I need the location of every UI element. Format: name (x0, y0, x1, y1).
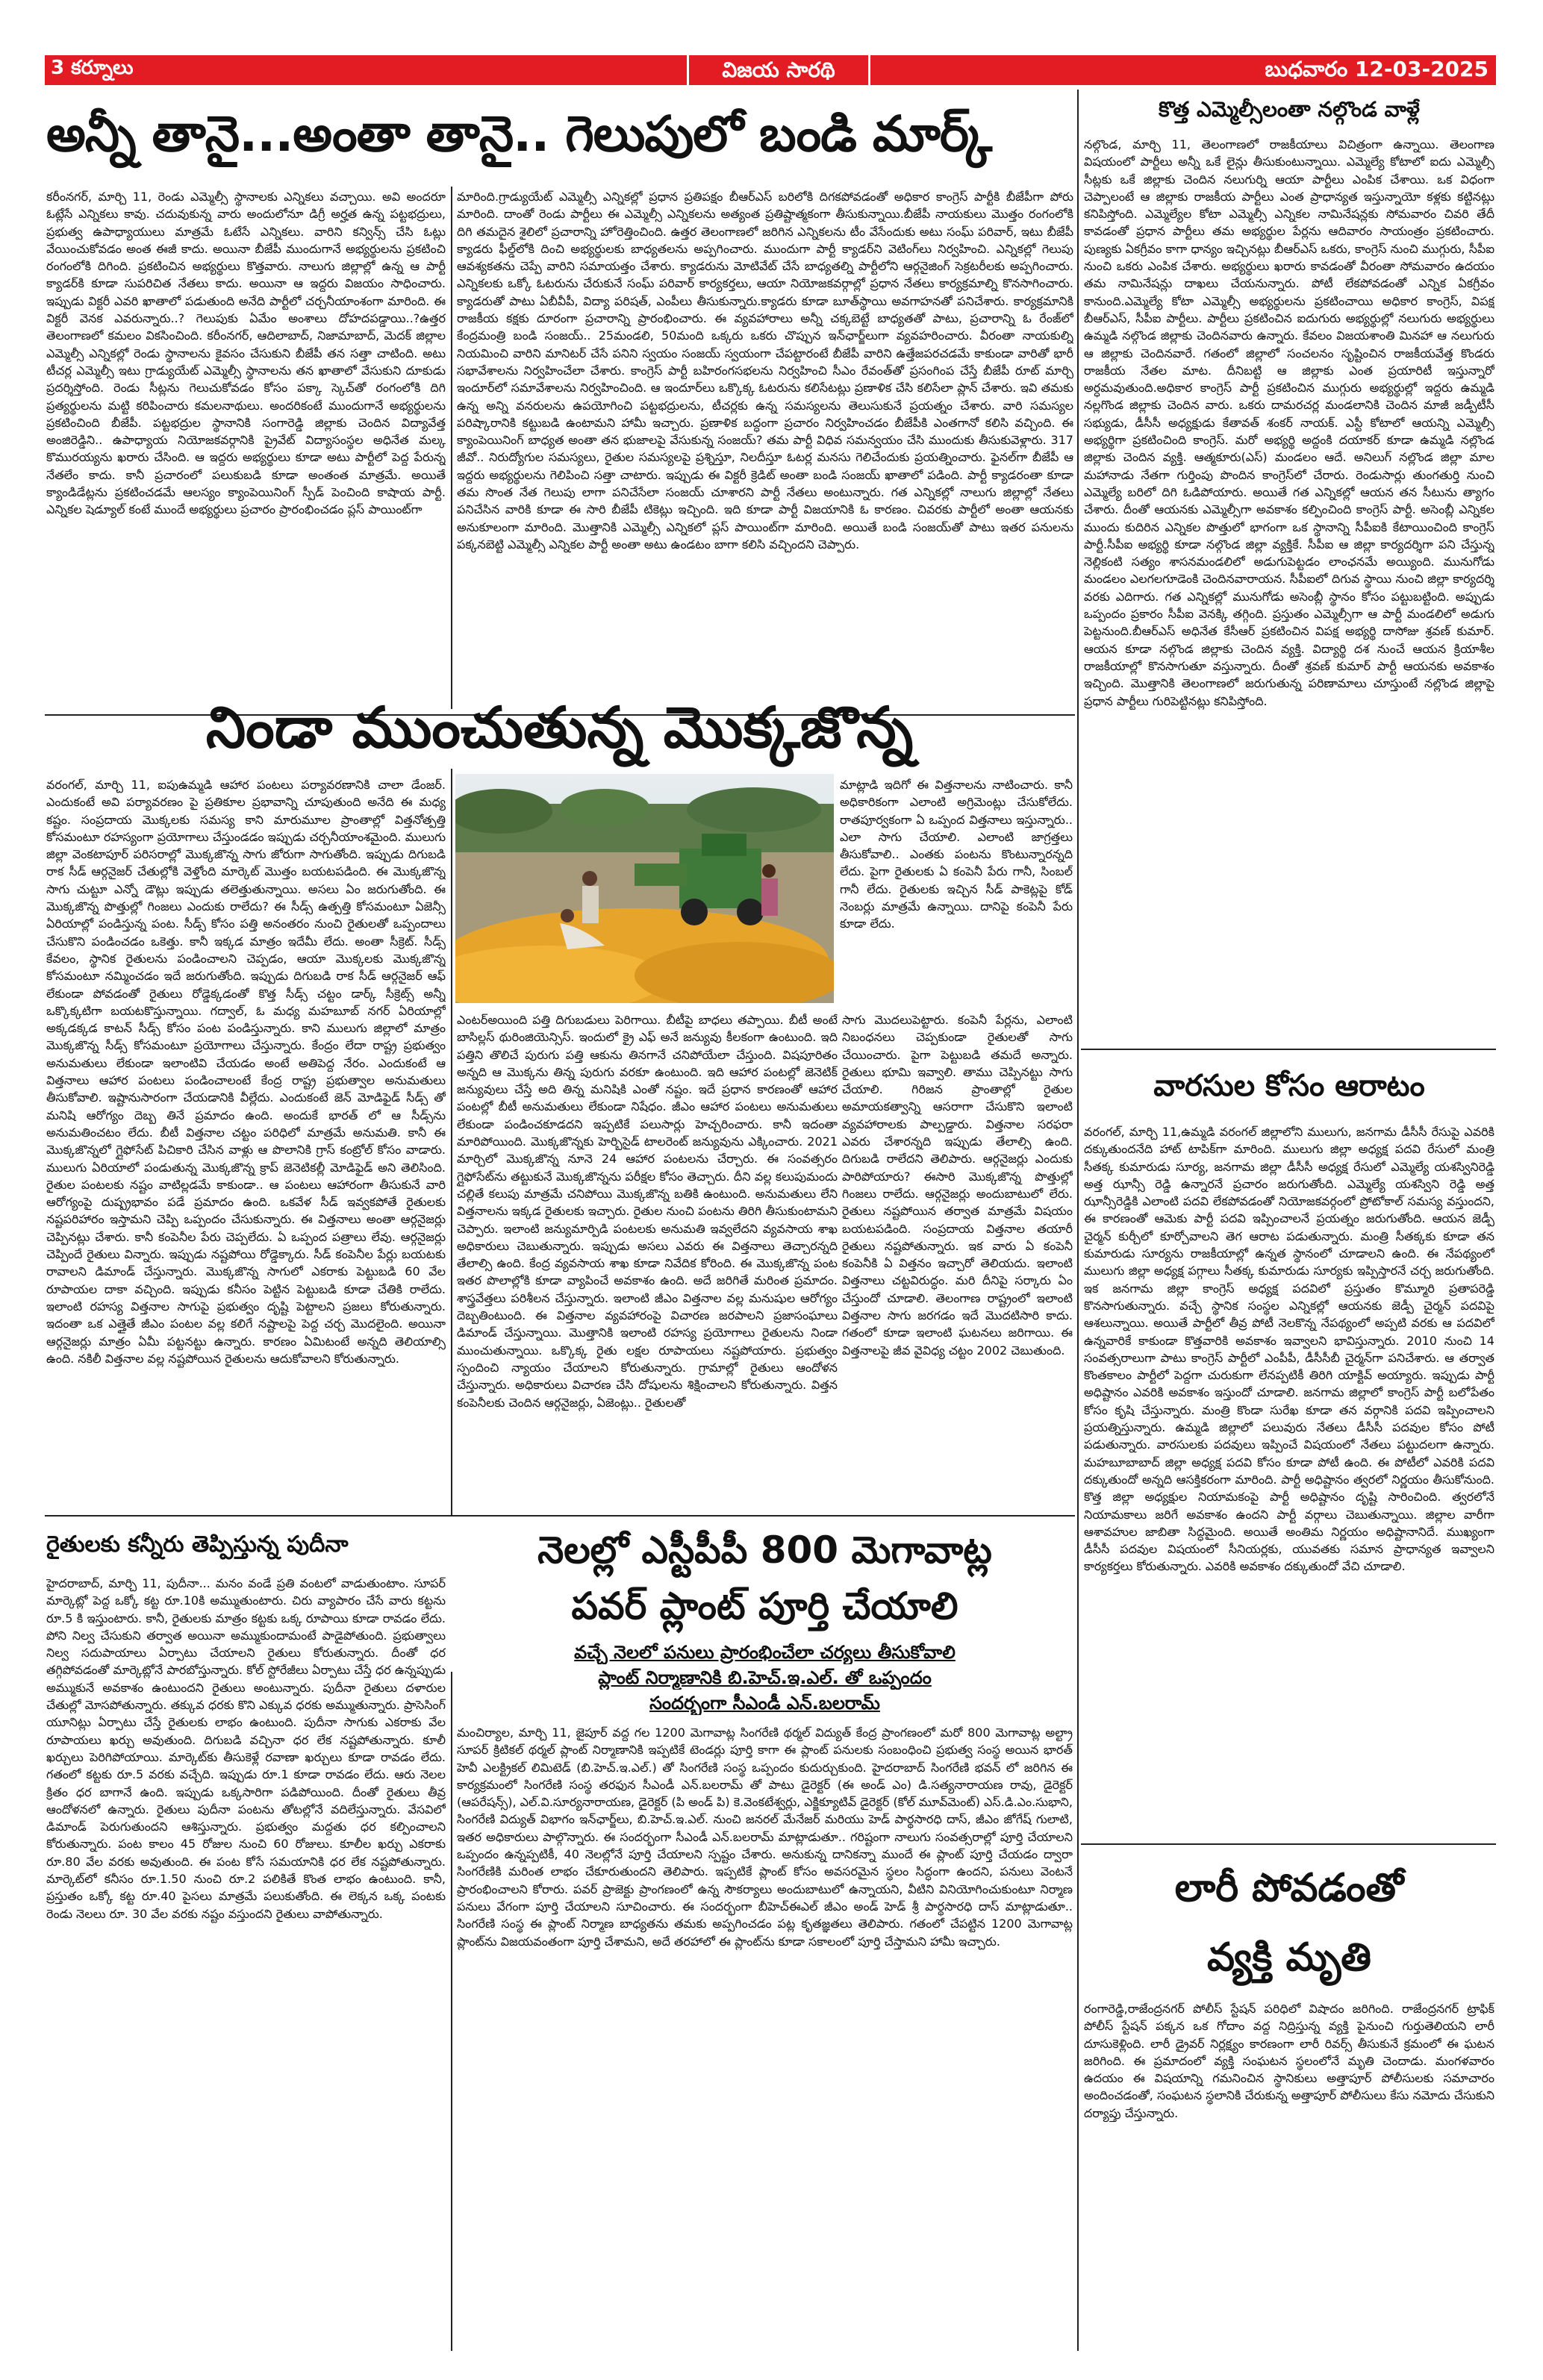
page-header-bar (45, 55, 1496, 85)
stpp-headline-line1: నెలల్లో ఎస్టీపీపీ 800 మెగావాట్ల (537, 1528, 992, 1572)
mokka-body-col3: ఎంటర్‌అయింది పత్తి దిగుబడులు పెరిగాయి. బీటీపై బాధలు తప్పాయి. బీటీ అంటే బాసిల్లస్ థురింజియెన్సిస్. ఇందులో క్రై ఎఫ్ అనే జన్యువు కీలకంగా ఉంటుంది. ఇది పత్తిని తొలిచే పురుగు పత్తి ఆకును తినగానే చనిపోయేలా చేస్తుంది. విషపూరితం అన్నది ఆ మొక్కను తిన్న పురుగు వరకూ ఉంటుంది. ఇది ఆహార పంటల్లో జెనెటిక్ జన్యువులు చేస్తే అది తిన్న మనిషికి ఎంతో నష్టం. ఇదే ప్రధాన కారణంతో ఆహార పంటల్లో బీటీ అనుమతులు లేకుండా నిషేధం. జీఎం ఆహార పంటలు అనుమతులు లేకుండా పండించకూడదని ఇప్పటికే పలుసార్లు హెచ్చరించారు. కానీ ఇదంతా మారిపోయింది. మొక్కజొన్నకు హెర్బిసైడ్ టాలరెంట్ జన్యువును ఎక్కించారు. 2021 మార్చిలో మొక్కజొన్న నూనె 24 ఆహార పంటలను చేర్చారు. ఈ సంవత్సరం గ్లైఫోసేట్‌ను తట్టుకునే మొక్కజొన్నను పరీక్షల కోసం తెచ్చారు. దీని వల్ల కలుపుమందు చల్లితే కలుపు మాత్రమే చనిపోయి మొక్కజొన్న బతికి ఉంటుంది. అనుమతులు లేని విత్తనాలను ఇక్కడ రైతులకు ఇచ్చారు. రైతుల నుంచి పంటను తిరిగి తీసుకుంటామని చెప్పారు. ఇలాంటి జన్యుమార్పిడి పంటలకు అనుమతి ఇవ్వలేదని వ్యవసాయ శాఖ అధికారులు చెబుతున్నారు. ఇప్పుడు అసలు ఎవరు ఈ విత్తనాలు తెచ్చారన్నది తేలాల్సి ఉంది. కేంద్ర వ్యవసాయ శాఖ కూడా నివేదిక కోరింది. ఈ మొక్కజొన్న పంట ఇతర పొలాల్లోకి కూడా వ్యాపించే అవకాశం ఉంది. అదే జరిగితే మరింత ప్రమాదం. శాస్త్రవేత్తలు పరిశీలన చేస్తున్నారు. ఇలాంటి జీఎం విత్తనాల వల్ల మనుషుల ఆరోగ్యం దెబ్బతింటుంది. ఈ విత్తనాల వ్యవహారంపై విచారణ జరపాలని ప్రజాసంఘాలు డిమాండ్ చేస్తున్నాయి. మొత్తానికి ఇలాంటి రహస్య ప్రయోగాలు రైతులను నిండా ముంచుతున్నాయి. ఒక్కొక్క రైతు లక్షల రూపాయలు నష్టపోయారు. ప్రభుత్వం స్పందించి న్యాయం చేయాలని కోరుతున్నారు. గ్రామాల్లో రైతులు ఆందోళన చేస్తున్నారు. అధికారులు విచారణ చేసి దోషులను శిక్షించాలని కోరుతున్నారు. విత్తన కంపెనీలకు చెందిన ఆర్గనైజర్లు, ఏజెంట్లు.. రైతులతో (457, 1013, 838, 1410)
pudina-body: హైదరాబాద్, మార్చి 11, పుదీనా... మనం వండే ప్రతి వంటలో వాడుతుంటాం. సూపర్ మార్కెట్లో పెద్ద ఒక్కో కట్ట రూ.10కి అమ్ముతుంటారు. చిరు వ్యాపారం చేసే వారు కట్టను రూ.5 కి ఇస్తుంటారు. కానీ, రైతులకు మాత్రం కట్టకు ఒక్క రూపాయి కూడా రావడం లేదు. పోని నిల్వ చేసుకుని తర్వాత అయినా అమ్ముకుందామంటే పాడైపోతుంది. ప్రభుత్వాలు నిల్వ సదుపాయాలు ఏర్పాటు చేయాలని రైతులు కోరుతున్నారు. దీంతో ధర తగ్గిపోవడంతో మార్కెట్లోనే పారబోస్తున్నారు. కోల్ స్టోరేజీలు ఏర్పాటు చేస్తే ధర ఉన్నప్పుడు అమ్ముకునే అవకాశం ఉంటుందని రైతులు అంటున్నారు. పుదీనా రైతులు దళారుల చేతుల్లో మోసపోతున్నారు. తక్కువ ధరకు కొని ఎక్కువ ధరకు అమ్ముతున్నారు. ప్రాసెసింగ్ యూనిట్లు ఏర్పాటు చేస్తే రైతులకు లాభం ఉంటుంది. పుదీనా సాగుకు ఎకరాకు వేల రూపాయలు ఖర్చు అవుతుంది. దిగుబడి వచ్చినా ధర లేక నష్టపోతున్నారు. కూలీ ఖర్చులు పెరిగిపోయాయి. మార్కెట్‌కు తీసుకెళ్లే రవాణా ఖర్చులు కూడా రావడం లేదు. గతంలో కట్టకు రూ.5 వరకు వచ్చేది. ఇప్పుడు రూ.1 కూడా రావడం లేదు. ఆరు నెలల క్రితం ధర బాగానే ఉంది. ఇప్పుడు ఒక్కసారిగా పడిపోయింది. దీంతో రైతులు తీవ్ర ఆందోళనలో ఉన్నారు. రైతులు పుదీనా పంటను తోటల్లోనే వదిలేస్తున్నారు. వేసవిలో డిమాండ్ పెరుగుతుందని ఆశిస్తున్నారు. ప్రభుత్వం మద్దతు ధర కల్పించాలని కోరుతున్నారు. పంట కాలం 45 రోజుల నుంచి 60 రోజులు. కూలీల ఖర్చు ఎకరాకు రూ.80 వేల వరకు అవుతుంది. ఈ పంట కోసే సమయానికి ధర లేక నష్టపోతున్నారు. మార్కెట్‌లో కనీసం రూ.1.50 నుంచి రూ.2 పలికితే కొంత లాభం ఉంటుంది. కానీ, ప్రస్తుతం ఒక్కో కట్ట రూ.40 పైసలు మాత్రమే పలుకుతోంది. ఈ లెక్కన ఒక్క పంటకు రెండు నెలలు రూ. 30 వేల వరకు నష్టం వస్తుందని రైతులు వాపోతున్నారు. (46, 1576, 446, 1921)
divider-main-right (1077, 90, 1079, 2351)
mlcs-body: నల్గొండ, మార్చి 11, తెలంగాణలో రాజకీయాలు విచిత్రంగా ఉన్నాయి. తెలంగాణ విషయంలో పార్టీలు అన్నీ ఒకే లైన్లు తీసుకుంటున్నాయి. ఎమ్మెల్యే కోటాలో ఐదు ఎమ్మెల్సీ సీట్లకు ఒకే జిల్లాకు చెందిన నలుగుర్ని ఆయా పార్టీలు ఎంపిక చేశాయి. ఒక విధంగా చెప్పాలంటే ఆ జిల్లాకు రాజకీయ పార్టీలు ఎంత ప్రాధాన్యత ఇస్తున్నాయో కళ్లకు కట్టినట్లు కనిపిస్తోంది. ఎమ్మెల్యేల కోటా ఎమ్మెల్సీ ఎన్నికల నామినేషన్లకు సోమవారం చివరి తేదీ కావడంతో ప్రధాన పార్టీలు తమ అభ్యర్థుల పేర్లను ఆదివారం సాయంత్రం ప్రకటించారు. పుణ్యకు ఏకగ్రీవం కాగా ధాన్యం ఇచ్చినట్లు బీఆర్ఎస్ ఒకరు, కాంగ్రెస్ నుంచి ముగ్గురు, సీపీఐ నుంచి ఒకరు ఎంపిక చేశారు. అభ్యర్థులు ఖరారు కావడంతో వీరంతా సోమవారం ఉదయం తమ నామినేషన్లు దాఖలు చేయనున్నారు. పోటీ లేకపోవడంతో ఎన్నిక ఏకగ్రీవం కానుంది.ఎమ్మెల్యే కోటా ఎమ్మెల్సీ అభ్యర్థులను ప్రకటించాయి అధికార కాంగ్రెస్, విపక్ష బీఆర్ఎస్, సీపీఐ పార్టీలు. పార్టీలు ప్రకటించిన ఐదుగురు అభ్యర్థుల్లో నలుగురు అభ్యర్థులు ఉమ్మడి నల్గొండ జిల్లాకు చెందినవారు ఉన్నారు. కేవలం విజయశాంతి మినహా ఆ నలుగురు ఆ జిల్లాకు చెందినవారే. గతంలో జిల్లాలో సంచలనం సృష్టించిన రాజకీయవేత్త కొండరు రాజకీయ నేతల మాట. దీనిబట్టి ఆ జిల్లాకు ఎంత ప్రయారిటీ ఇస్తున్నారో అర్ధమవుతుంది.అధికార కాంగ్రెస్ పార్టీ ప్రకటించిన ముగ్గురు అభ్యర్థుల్లో ఇద్దరు ఉమ్మడి నల్లగొండ జిల్లాకు చెందిన వారు. ఒకరు దామరచర్ల మండలానికి చెందిన మాజీ జడ్పీటీసీ సభ్యుడు, డీసీసీ అధ్యక్షుడు కేతావత్ శంకర్ నాయక్. ఎస్టీ కోటాలో ఆయన్ని ఎమ్మెల్సీ అభ్యర్థిగా ప్రకటించింది కాంగ్రెస్. మరో అభ్యర్థి అద్దంకి దయాకర్ కూడా ఉమ్మడి నల్లొండ జిల్లాకు చెందిన వ్యక్తి. ఆత్మకూరు(ఎస్) మండలం ఆదే. అనిలుగ్ నల్లొండ జిల్లా మాల మహానాడు నేతగా గుర్తింపు పొందిన కాంగ్రెస్‌లో చేరారు. రెండుసార్లు తుంగతుర్తి నుంచి ఎమ్మెల్యే బరిలో దిగి ఓడిపోయారు. అయితే గత ఎన్నికల్లో ఆయన తన సీటును త్యాగం చేశారు. దీంతో ఆయనకు ఎమ్మెల్సీగా అవకాశం కల్పించింది కాంగ్రెస్ పార్టీ. అసెంబ్లీ ఎన్నికల ముందు కుదిరిన ఎన్నికల పొత్తులో భాగంగా ఒక స్థానాన్ని సీపీఐకి కేటాయించింది కాంగ్రెస్ పార్టీ.సీపీఐ అభ్యర్థి కూడా నల్గొండ జిల్లా వ్యక్తికే. సీపీఐ ఆ జిల్లా కార్యదర్శిగా పని చేస్తున్న నెల్లికంటి సత్యం శాసనమండలిలో అడుగుపెట్టడం లాంఛనమే అయ్యింది. మునుగోడు మండలం ఎలగలగూడెంకి చెందినవారాయన. సీపీఐలో దిగువ స్థాయి నుంచి జిల్లా కార్యదర్శి వరకు ఎదిగారు. గత ఎన్నికల్లో మునుగోడు అసెంబ్లీ స్థానం కోసం పట్టుబట్టింది. అప్పుడు ఒప్పందం ప్రకారం సీపీఐ వెనక్కి తగ్గింది. ప్రస్తుతం ఎమ్మెల్సీగా ఆ పార్టీ మండలిలో అడుగు పెట్టనుంది.బీఆర్ఎస్ అధినేత కేసీఆర్ ప్రకటించిన విపక్ష అభ్యర్థి దాసోజు శ్రవణ్ కుమార్. ఆయన కూడా నల్గొండ జిల్లాకు చెందిన వ్యక్తి. విద్యార్థి దశ నుంచే ఆయన క్రియాశీల రాజకీయాల్లో కొనసాగుతూ వస్తున్నారు. దీంతో శ్రవణ్ కుమార్ పార్టీ ఆయనకు అవకాశం ఇచ్చింది. మొత్తానికి తెలంగాణలో జరుగుతున్న పరిణామాలు చూస్తుంటే నల్లొండ జిల్లాపై ప్రధాన పార్టీలు గురిపెట్టినట్లు కనిపిస్తోంది. (1084, 137, 1494, 708)
mokka-body-col2: మాట్లాడి ఇదిగో ఈ విత్తనాలను నాటించారు. కానీ అధికారికంగా ఎలాంటి అగ్రిమెంట్లు చేసుకోలేదు. రాతపూర్వకంగా ఏ ఒప్పంద విత్తనాలు ఇస్తున్నారు.. ఎలా సాగు చేయాలి. ఎలాంటి జాగ్రత్తలు తీసుకోవాలి.. ఎంతకు పంటను కొంటున్నారన్నది లేదు. పైగా రైతులకు ఏ కంపెనీ పేరు గానీ, సింబల్ గానీ లేదు. రైతులకు ఇచ్చిన సీడ్ పాకెట్లపై కోడ్ నెంబర్లు మాత్రమే ఉన్నాయి. దానిపై కంపెనీ పేరు కూడా లేదు. (840, 778, 1073, 931)
bandi-body-col1: కరీంనగర్, మార్చి 11, రెండు ఎమ్మెల్సీ స్థానాలకు ఎన్నికలు వచ్చాయి. అవి అందరూ ఓట్లేసే ఎన్నికలు కావు. చదువుకున్న వారు అందులోనూ డిగ్రీ అర్హత ఉన్న పట్టభద్రులు, ప్రభుత్వ ఉపాధ్యాయులు మాత్రమే ఓటేసే ఎన్నికలు. వారిని కన్విన్స్ చేసి ఓట్లు వేయించుకోవడం అంత ఈజీ కాదు. అయినా బీజేపీ ముందుగానే అభ్యర్థులను ప్రకటించి రంగంలోకి దిగింది. ప్రకటించిన అభ్యర్థులు కొత్తవారు. నాలుగు జిల్లాల్లో ఉన్న ఆ పార్టీ క్యాడర్‌కి కూడా సుపరిచిత నేతలు కాదు. అయినా ఆ ఇద్దరు విజయం సాధించారు. ఇప్పుడు విక్టరీ ఎవరి ఖాతాలో పడుతుంది అనేది పార్టీలో చర్చనీయాంశంగా మారింది. ఈ విక్టరీ వెనక ఎవరున్నారు..? గెలుపుకు ఏమేం అంశాలు దోహదపడ్డాయి..?ఉత్తర తెలంగాణలో కమలం వికసించింది. కరీంనగర్, ఆదిలాబాద్, నిజామాబాద్, మెదక్ జిల్లాల ఎమ్మెల్సీ ఎన్నికల్లో రెండు స్థానాలను కైవసం చేసుకుని బీజేపీ తన సత్తా చాటింది. అటు టీచర్ల ఎమ్మెల్సీ ఇటు గ్రాడ్యుయేట్ ఎమ్మెల్సీ స్థానాలను తన ఖాతాలో వేసుకుని దూకుడు ప్రదర్శిస్తోంది. రెండు సీట్లను గెలుచుకోవడం కోసం పక్కా స్కెచ్‌తో రంగంలోకి దిగి ప్రత్యర్థులను మట్టి కరిపించారు కమలనాథులు. అందరికంటే ముందుగానే అభ్యర్థులను ప్రకటించింది బీజేపీ. పట్టభద్రుల స్థానానికి సంగారెడ్డి జిల్లాకు చెందిన విద్యావేత్త అంజిరెడ్డిని.. ఉపాధ్యాయ నియోజకవర్గానికి ప్రైవేట్ విద్యాసంస్థల అధినేత మల్క కొమురయ్యను ఖరారు చేసింది. ఆ ఇద్దరు అభ్యర్థులు కూడా అటు పార్టీలో పెద్ద పేరున్న నేతలేం కాదు. కానీ ప్రచారంలో పలుకుబడి కూడా అంతంత మాత్రమే. అయితే క్యాండిడేట్లను ప్రకటించడమే ఆలస్యం క్యాంపెయినింగ్ స్పీడ్ పెంచింది కాషాయ పార్టీ. ఎన్నికల షెడ్యూల్ కంటే ముందే అభ్యర్థులు ప్రచారం ప్రారంభించడం ప్లస్ పాయింట్‌గా (46, 190, 446, 517)
lorry-body: రంగారెడ్డి,రాజేంద్రనగర్ పోలీస్ స్టేషన్ పరిధిలో విషాదం జరిగింది. రాజేంద్రనగర్ ట్రాఫిక్ పోలీస్ స్టేషన్ పక్కన ఒక గోదాం వద్ద నిద్రిస్తున్న వ్యక్తి పైనుంచి గుర్తుతెలియని లారీ దూసుకెళ్లింది. లారీ డ్రైవర్ నిర్లక్ష్యం కారణంగా లారీ రివర్స్ తీసుకునే క్రమంలో ఈ ఘటన జరిగింది. ఈ ప్రమాదంలో వ్యక్తి సంఘటన స్థలంలోనే మృతి చెందాడు. మంగళవారం ఉదయం ఈ విషయాన్ని గమనించిన స్థానికులు అత్తాపూర్ పోలీసులకు సమాచారం అందించడంతో, సంఘటన స్థలానికి చేరుకున్న అత్తాపూర్ పోలీసులు కేసు నమోదు చేసుకుని దర్యాప్తు చేస్తున్నారు. (1084, 2002, 1494, 2120)
mokka-body-col4: సాగు మొదలుపెట్టారు. కంపెనీ పేర్లను, ఎలాంటి నిబంధనలు చెప్పకుండా రైతులతో సాగు చేయించారు. పైగా పెట్టుబడి తమదే అన్నారు. రైతులు భూమి ఇవ్వాలి. తాము చెప్పినట్టు సాగు చేయాలి. గిరిజన ప్రాంతాల్లో రైతుల అమాయకత్వాన్ని ఆసరాగా చేసుకొని ఇలాంటి వ్యవహారాలకు పాల్పడ్డారు. విత్తనాల సరఫరా ఎవరు చేశారన్నది ఇప్పుడు తేలాల్సి ఉంది. దిగుబడి రాలేదని తెలిపారు. ఆర్గనైజర్లు ఎందుకు పారిపోయారు? ఈసారి మొక్కజొన్న పొత్తుల్లో గింజలు రాలేదు. ఆర్గనైజర్లు అందుబాటులో లేరు. రైతులు నష్టపోయిన తర్వాత మాత్రమే విషయం బయటపడింది. సంప్రదాయ విత్తనాల తయారీ రైతులు నష్టపోతున్నారు. ఇక వారు ఏ కంపెనీ కంపెనీకి ఏ విత్తనం ఇచ్చారో తెలియదు. ఇలాంటి విత్తనాలు చట్టవిరుద్ధం. మరి దీనిపై సర్కారు ఏం చేస్తుందో చూడాలి. తెలంగాణ రాష్ట్రంలో ఇలాంటి విత్తనాల సాగు జరగడం ఇదే మొదటిసారి కాదు. గతంలో కూడా ఇలాంటి ఘటనలు జరిగాయి. ఈ విత్తనాలపై జీవ వైవిధ్య చట్టం 2002 చెబుతుంది. (842, 1013, 1073, 1358)
lorry-headline-line1: లారీ పోవడంతో (1174, 1866, 1404, 1911)
pudina-headline: రైతులకు కన్నీరు తెప్పిస్తున్న పుదీనా (46, 1531, 349, 1558)
stpp-body: మంచిర్యాల, మార్చి 11, జైపూర్ వద్ద గల 1200 మెగావాట్ల సింగరేణి థర్మల్ విద్యుత్ కేంద్ర ప్రాంగణంలో మరో 800 మెగావాట్ల అల్ట్రా సూపర్ క్రిటికల్ థర్మల్ ప్లాంట్ నిర్మాణానికి ఇప్పటికే టెండర్లు పూర్తి కాగా ఈ ప్లాంట్ పనులకు సంబంధించి ప్రభుత్వ సంస్థ అయిన భారత్ హెవీ ఎలక్ట్రికల్ లిమిటెడ్ (బి.హెచ్.ఇ.ఎల్.) తో సింగరేణి సంస్థ ఒప్పందం కుదుర్చుకుంది. హైదరాబాద్ సింగరేణి భవన్ లో జరిగిన ఈ కార్యక్రమంలో సింగరేణి సంస్థ తరఫున సీఎండీ ఎన్.బలరామ్ తో పాటు డైరెక్టర్ (ఈ అండ్ ఎం) డి.సత్యనారాయణ రావు, డైరెక్టర్ (ఆపరేషన్స్), ఎల్.వి.సూర్యనారాయణ, డైరెక్టర్ (పి అండ్ పి) కె.వెంకటేశ్వర్లు, ఎక్జిక్యూటివ్ డైరెక్టర్ (కోల్ మూవ్‌మెంట్) ఎస్.డి.ఎం.సుభాని, సింగరేణి విద్యుత్ విభాగం ఇన్‌ఛార్జ్‌లు, బి.హెచ్.ఇ.ఎల్. నుంచి జనరల్ మేనేజర్ మరియు హెడ్ పార్థసారధి దాస్, జీఎం జోగేష్ గులాటి, ఇతర అధికారులు పాల్గొన్నారు. ఈ సందర్భంగా సీఎండీ ఎన్.బలరామ్ మాట్లాడుతూ.. గరిష్టంగా నాలుగు సంవత్సరాల్లో పూర్తి చేయాలని ఒప్పందం ఉన్నప్పటికీ, 40 నెలల్లోనే పూర్తి చేయాలని స్పష్టం చేశారు. అనుకున్న దానికన్నా ముందే ఈ ప్లాంట్ పూర్తి చేయడం ద్వారా సింగరేణికి మరింత లాభం చేకూరుతుందని తెలిపారు. ఇప్పటికే ప్లాంట్ కోసం అవసరమైన స్థలం సిద్ధంగా ఉందని, పనులు వెంటనే ప్రారంభించాలని కోరారు. పవర్ ప్రాజెక్టు ప్రాంగణంలో ఉన్న సౌకర్యాలు అందుబాటులో ఉన్నాయని, వీటిని వినియోగించుకుంటూ నిర్మాణ పనులు వేగంగా పూర్తి చేయాలని సూచించారు. ఈ సందర్భంగా బీహెచ్ఈఎల్ జీఎం అండ్ హెడ్ శ్రీ పార్థసారధి దాస్ మాట్లాడుతూ.. సింగరేణి సంస్థ ఈ ప్లాంట్ నిర్మాణ బాధ్యతను తమకు అప్పగించడం పట్ల కృతజ్ఞతలు తెలిపారు. గతంలో చేపట్టిన 1200 మెగావాట్ల ప్లాంట్‌ను విజయవంతంగా పూర్తి చేశామని, అదే తరహాలో ఈ ప్లాంట్‌ను కూడా సకాలంలో పూర్తి చేస్తామని హామీ ఇచ్చారు. (457, 1725, 1073, 1949)
mlcs-headline: కొత్త ఎమ్మెల్సీలంతా నల్గొండ వాళ్లే (1159, 97, 1420, 122)
corn-harvest-image (455, 774, 834, 1003)
mokka-body-col1: వరంగల్, మార్చి 11, ఐపుఉమ్మడి ఆహార పంటలు పర్యావరణానికి చాలా డేంజర్. ఎందుకంటే అవి పర్యావరణం పై ప్రతికూల ప్రభావాన్ని చూపుతుంది అనేది ఈ మధ్య కష్టం. సంప్రదాయ మొక్కలకు సమస్య కాని మారుమూల ప్రాంతాల్లో విత్తనోత్పత్తి కోసమంటూ రహస్యంగా ప్రయోగాలు చేస్తుండడం ఇప్పుడు చర్చనీయాంశమైంది. ములుగు జిల్లా వెంకటాపూర్ పరిసరాల్లో మొక్కజొన్న సాగు జోరుగా సాగుతోంది. ఇప్పుడు దిగుబడి రాక సీడ్ ఆర్గనైజర్ చేతుల్లోకి వెళ్తోంది మార్కెట్ మొత్తం బయటపడింది. ఈ మొక్కజొన్న సాగు చుట్టూ ఎన్నో డౌట్లు ఇప్పుడు తలెత్తుతున్నాయి. అసలు ఏం జరుగుతోంది. ఈ మొక్కజొన్న పొత్తుల్లో గింజలు ఎందుకు రాలేదు? ఈ సీడ్స్ ఉత్పత్తి కోసమంటూ ఏజెన్సీ ఏరియాల్లో పండిస్తున్న పంట. సీడ్స్ కోసం పత్తి అనంతరం నుంచి రైతులతో ఒప్పందాలు చేసుకొని పండించడం ఒకెత్తు. కానీ ఇక్కడ మాత్రం ఇదేమీ లేదు. అంతా సీక్రెట్. సీడ్స్ కేవలం, స్థానిక రైతులను పండించాలని చెప్పడం, ఆయా మొక్కలకు మొక్కజొన్న కోసమంటూ నమ్మించడం ఇదే జరుగుతోంది. ఇప్పుడు దిగుబడి రాక సీడ్ ఆర్గనైజర్ ఆఫ్ లేకుండా పోవడంతో రైతులు రోడ్డెక్కడంతో కొత్త సీడ్స్ చట్టం డార్క్ సీక్రెట్స్ అన్నీ ఒక్కొక్కటిగా బయటకొస్తున్నాయి. గద్వాల్, ఓ మధ్య మహబూబ్ నగర్ ఏరియాల్లో అక్కడక్కడ కాటన్ సీడ్స్ కోసం పంట పండిస్తున్నారు. కాని ములుగు జిల్లాలో మాత్రం మొక్కజొన్న సీడ్స్ కోసమంటూ ప్రయోగాలు చేస్తున్నారు. కేంద్రం లేదా రాష్ట్ర ప్రభుత్వం అనుమతులు లేకుండా ఇలాంటివి చేయడం అంటే అతిపెద్ద నేరం. ఎందుకంటే ఆ విత్తనాలు ఆహార పంటలు పండించాలంటే కేంద్ర రాష్ట్ర ప్రభుత్వాల అనుమతులు తీసుకోవాలి. ఇష్టానుసారంగా చేయడానికి వీల్లేదు. ఎందుకంటే జెన్ మోడిఫైడ్ సీడ్స్ తో మనిషి ఆరోగ్యం దెబ్బ తినే ప్రమాదం ఉంది. అందుకే భారత్ లో ఆ సీడ్స్‌ను అనుమతించటం లేదు. బీటీ విత్తనాల చట్టం పరిధిలో మాత్రమే అనుమతి. కానీ ఈ మొక్కజొన్నలో గ్లైఫోసేట్ పిచికారి చేసిన వాళ్లు ఆ పొలానికి గ్రాస్ కంట్రోల్ కోసం వాడారు. ములుగు ఏరియాలో పండుతున్న మొక్కజొన్న క్రాప్ జెనెటికల్లీ మోడిఫైడ్ అని తెలిసింది. రైతుల పంటలకు నష్టం వాటిల్లడమే కాకుండా.. ఆ పంటలు ఆహారంగా తీసుకునే వారి ఆరోగ్యంపై దుష్ప్రభావం పడే ప్రమాదం ఉంది. ఒకవేళ సీడ్ ఇవ్వకపోతే రైతులకు నష్టపరిహారం ఇస్తామని చెప్పి ఒప్పందం చేసుకున్నారు. ఈ విత్తనాలు అంతా ఆర్గనైజర్లు చెప్పినట్లు చేశారు. కానీ కంపెనీల పేరు చెప్పలేదు. ఏ ఒప్పంద పత్రాలు లేవు. ఆర్గనైజర్లు చెప్పిందే రైతులు విన్నారు. ఇప్పుడు నష్టపోయి రోడ్డెక్కారు. సీడ్ కంపెనీల పేర్లు బయటకు రావాలని డిమాండ్ చేస్తున్నారు. మొక్కజొన్న సాగులో ఎకరాకు పెట్టుబడి 60 వేల రూపాయల దాకా వచ్చింది. ఇప్పుడు కనీసం పెట్టిన పెట్టుబడి కూడా చేతికి రాలేదు. ఇలాంటి రహస్య విత్తనాల సాగుపై ప్రభుత్వం దృష్టి పెట్టాలని ప్రజలు కోరుతున్నారు. ఇదంతా ఒక ఎత్తైతే జీఎం పంటల వల్ల కలిగే నష్టాలపై పెద్ద చర్చ మొదలైంది. అయినా ఆర్గనైజర్లు మాత్రం ఏమీ పట్టనట్టు ఉన్నారు. కారణం ఏమిటంటే అన్నది తెలియాల్సి ఉంది. నకిలీ విత్తనాల వల్ల నష్టపోయిన రైతులను ఆదుకోవాలని కోరుతున్నారు. (46, 778, 446, 1366)
issue-date: బుధవారం 12-03-2025 (1265, 57, 1489, 81)
stpp-subhead-1: వచ్చే నెలలో పనులు ప్రారంభించేలా చర్యలు తీసుకోవాలి (574, 1642, 956, 1663)
mokka-headline: నిండా ముంచుతున్న మొక్కజొన్న (205, 694, 914, 760)
divider-bottom-cols (451, 1672, 452, 2351)
lorry-headline-line2: వ్యక్తి మృతి (1207, 1935, 1371, 1980)
corn-harvest-photo (455, 774, 834, 1003)
masthead: విజయ సారథి (687, 55, 870, 85)
stpp-subhead-3: సందర్భంగా సీఎండీ ఎన్.బలరామ్ (649, 1693, 880, 1714)
stpp-subhead-2: ప్లాంట్ నిర్మాణానికి బి.హెచ్.ఇ.ఎల్. తో ఒప్పందం (598, 1667, 932, 1688)
stpp-headline-line2: పవర్ ప్లాంట్ పూర్తి చేయాలి (571, 1584, 958, 1628)
page-number: 3 కర్నూలు (51, 57, 134, 79)
warasulu-headline: వారసుల కోసం ఆరాటం (1153, 1069, 1425, 1103)
bandi-headline: అన్నీ తానై...అంతా తానై.. గెలుపులో బండి మార్క్ (46, 105, 992, 163)
rule-below-warasulu (1081, 1843, 1496, 1845)
divider-bandi-cols (451, 187, 452, 709)
divider-mokka-cols (451, 769, 452, 1515)
warasulu-body: వరంగల్, మార్చి 11,ఉమ్మడి వరంగల్ జిల్లాలోని ములుగు, జనగామ డీసీసీ రేసుపై ఎవరికి దక్కుతుందనేది హాట్ టాపిక్‌గా మారింది. ములుగు జిల్లా అధ్యక్ష పదవి రేసులో మంత్రి సీతక్క కుమారుడు సూర్య, జనగామ జిల్లా డీసీసీ అధ్యక్ష రేసులో ఎమ్మెల్యే యశస్వినిరెడ్డి అత్త ఝాన్సీ రెడ్డి ఉన్నారనే ప్రచారం జరుగుతోంది. ఎమ్మెల్యే యశస్విని రెడ్డి అత్త ఝాన్సీరెడ్డికి ఎలాంటి పదవి లేకపోవడంతో నియోజకవర్గంలో ప్రోటోకాల్ సమస్య వస్తుందని, ఈ కారణంతో ఆమెకు పార్టీ పదవి ఇప్పించాలనే ప్రయత్నం జరుగుతోంది. ఆయన జెడ్పీ చైర్మన్ కుర్చీలో కూర్చోవాలని తెగ ఆరాట పడుతున్నారు. మంత్రి సీతక్కకు కూడా తన కుమారుడు సూర్యను రాజకీయాల్లో ఉన్నత స్థానంలో చూడాలని ఉంది. ఈ నేపథ్యంలో ములుగు జిల్లా అధ్యక్ష పగ్గాలు సీతక్క కుమారుడు సూర్యకు ఇప్పిస్తారనే చర్చ జరుగుతోంది. ఇక జనగామ జిల్లా కాంగ్రెస్ అధ్యక్ష పదవిలో ప్రస్తుతం కొమ్మూరి ప్రతాపరెడ్డి కొనసాగుతున్నారు. వచ్చే స్థానిక సంస్థల ఎన్నికల్లో ఆయనకు జెడ్పీ చైర్మన్ పదవిపై ఆశలున్నాయి. అయితే పార్టీలో తీవ్ర పోటీ నెలకొన్న నేపథ్యంలో అప్పటి వరకు ఆ పదవిలో ఉన్నవారికే కాకుండా కొత్తవారికి అవకాశం ఇవ్వాలని భావిస్తున్నారు. 2010 నుంచి 14 సంవత్సరాలుగా పాటు కాంగ్రెస్ పార్టీలో ఎంపీపీ, డీసీసీబీ చైర్మన్‌గా పనిచేశారు. ఆ తర్వాత కొంతకాలం పార్టీలో పెద్దగా చురుకుగా లేనప్పటికీ తిరిగి యాక్టివ్ అయ్యారు. ఇప్పుడు పార్టీ అధిష్టానం ఎవరికి అవకాశం ఇస్తుందో చూడాలి. జనగామ జిల్లాలో కాంగ్రెస్ పార్టీ బలోపేతం కోసం కృషి చేస్తున్నారు. మంత్రి కొండా సురేఖ కూడా తన వర్గానికి పదవి ఇప్పించాలని ప్రయత్నిస్తున్నారు. ఉమ్మడి జిల్లాలో పలువురు నేతలు డీసీసీ పదవుల కోసం పోటీ పడుతున్నారు. వారసులకు పదవులు ఇప్పించే విషయంలో నేతలు పట్టుదలగా ఉన్నారు. మహబూబాబాద్ జిల్లా అధ్యక్ష పదవి కోసం కూడా పోటీ ఉంది. ఈ పోటీలో ఎవరికి పదవి దక్కుతుందో అన్నది ఆసక్తికరంగా మారింది. పార్టీ అధిష్టానం త్వరలో నిర్ణయం తీసుకోనుంది. కొత్త జిల్లా అధ్యక్షుల నియామకంపై పార్టీ అధిష్టానం దృష్టి సారించింది. త్వరలోనే నియామకాలు జరిగే అవకాశం ఉందని పార్టీ వర్గాలు చెబుతున్నాయి. జిల్లాల వారీగా ఆశావహుల జాబితా సిద్ధమైంది. అయితే అంతిమ నిర్ణయం అధిష్టానానిదే. ముఖ్యంగా డీసీసీ పదవుల విషయంలో సీనియర్లకు, యువతకు సమాన ప్రాధాన్యత ఇవ్వాలని కార్యకర్తలు కోరుతున్నారు. ఎవరికి అవకాశం దక్కుతుందో వేచి చూడాలి. (1084, 1125, 1494, 1574)
bandi-body-col2: మారింది.గ్రాడ్యుయేట్ ఎమ్మెల్సీ ఎన్నికల్లో ప్రధాన ప్రతిపక్షం బీఆర్ఎస్ బరిలోకి దిగకపోవడంతో అధికార కాంగ్రెస్ పార్టీకి బీజేపీగా పోరు మారింది. దాంతో రెండు పార్టీలు ఈ ఎమ్మెల్సీ ఎన్నికలను అత్యంత ప్రతిష్టాత్మకంగా తీసుకున్నాయి.బీజేపీ నాయకులు మొత్తం రంగంలోకి దిగి తమదైన శైలిలో ప్రచారాన్ని హోరెత్తించింది. ఉత్తర తెలంగాణలో జరిగిన ఎన్నికలను టీం వేసేందుకు అటు సంఘ్ పరివార్, ఇటు బీజేపీ క్యాడరు ఫీల్డ్‌లోకి దించి అభ్యర్థులకు బాధ్యతలను అప్పగించారు. ముందుగా పార్టీ క్యాడర్‌ని వెటింగ్‌లు నిర్వహించి. ఎన్నికల్లో గెలుపు ఆవశ్యకతను చెప్పే వారిని సమాయత్తం చేశారు. క్యాడరును మోటివేట్ చేసే బాధ్యతల్ని పార్టీలోని ఆర్గనైజింగ్ సెక్రటరీలకు అప్పగించారు. ఎన్నికలకు ఒక్కో ఓటరును చేరుకునే సంఘ్ పరివార్ కార్యకర్తలు, ఆయా నియోజకవర్గాల్లో ప్రధాన నేతలు కార్యక్రమాల్ని కొనసాగించారు. క్యాడరుతో పాటు ఏబీవీపీ, విద్యా పరిషత్, ఎంపీలు తీసుకున్నారు.క్యాడరు కూడా బూత్‌స్థాయి అవగాహనతో పనిచేశారు. కార్యక్రమానికి రాజకీయ కక్షకు దూరంగా ప్రచారాన్ని ప్రారంభించారు. ఈ వ్యవహారాలు అన్నీ చక్కబెట్టే బాధ్యతతో పాటు, ప్రచారాన్ని ఓ రేంజ్‌లో కేంద్రమంత్రి బండి సంజయ్.. 25మండలి, 50మంది ఒక్కరు ఒకరు చొప్పున ఇన్‌ఛార్జ్‌లుగా వ్యవహరించారు. వీరంతా నాయకుల్ని నియమించి వారిని మానిటర్ చేసే పనిని స్వయం సంజయ్ స్వయంగా చేపట్టారంటే బీజేపీ వారిని ఉత్తేజపరచడమే కాకుండా వారితో భారీ సభావేశాలను నిర్వహించేలా చేశారు. కాంగ్రెస్ పార్టీ బహిరంగసభలను నిర్వహించి సీఎం రేవంత్‌తో ప్రసంగింప చేస్తే బీజేపీ రూట్ మార్చి ఇందూర్‌లో సమావేశాలను నిర్వహించింది. ఆ ఇందూర్‌లు ఒక్కొక్క ఓటరును కలిసేటట్లు ప్రణాళిక చేసి కలిసేలా ప్లాన్ చేశారు. ఇవి తమకు ఉన్న అన్ని వనరులను ఉపయోగించి పట్టభద్రులను, టీచర్లకు ఉన్న సమస్యలను తెలుసుకునే ప్రయత్నం చేశారు. వారి సమస్యల పరిష్కారానికి కట్టుబడి ఉంటామని హామీ ఇచ్చారు. ప్రణాళిక బద్ధంగా ప్రచారం నిర్వహించడం బీజేపీకి ఎంతగానో కలిసి వచ్చింది. ఈ క్యాంపెయినింగ్ బాధ్యత అంతా తన భుజాలపై వేసుకున్న సంజయ్? తమ పార్టీ విధివ సమన్వయం చేసి ముందుకు తీసుకువెళ్లారు. 317 జీవో.. నిరుద్యోగుల సమస్యలు, రైతుల సమస్యలపై ప్రశ్నిస్తూ, నిలదీస్తూ ఓటర్ల మనసు గెలిచేందుకు ప్రయత్నించారు. ఫైనల్‌గా బీజేపీ ఆ ఇద్దరు అభ్యర్థులను గెలిపించి సత్తా చాటారు. ఇప్పుడు ఈ విక్టరీ క్రెడిట్ అంతా బండి సంజయ్ ఖాతాలో పడింది. పార్టీ క్యాడరంతా కూడా తమ సొంత నేత గెలుపు లాగా పనిచేసేలా సంజయ్ చూశారని పార్టీ నేతలు అంటున్నారు. గత ఎన్నికల్లో నాలుగు జిల్లాల్లో నేతలు పనిచేసిన వారికి కూడా ఈ సారి బీజేపీ టికెట్లు ఇచ్చింది. ఇది కూడా పార్టీ విజయానికి ఓ కారణం. చివరకు పార్టీలో అంతా ఆయనకు అనుకూలంగా మారింది. మొత్తానికి ఎమ్మెల్సీ ఎన్నికలో ప్లస్ పాయింట్‌గా మారింది. అయితే బండి సంజయ్‌తో పాటు ఇతర పనులను పక్కనబెట్టి ఎమ్మెల్సీ ఎన్నికల పార్టీ అంతా అటు ఉండటం బాగా కలిసి వచ్చిందని చెప్పారు. (457, 190, 1073, 552)
rule-below-mokka (45, 1515, 1075, 1517)
rule-below-mlcs (1081, 1049, 1496, 1050)
